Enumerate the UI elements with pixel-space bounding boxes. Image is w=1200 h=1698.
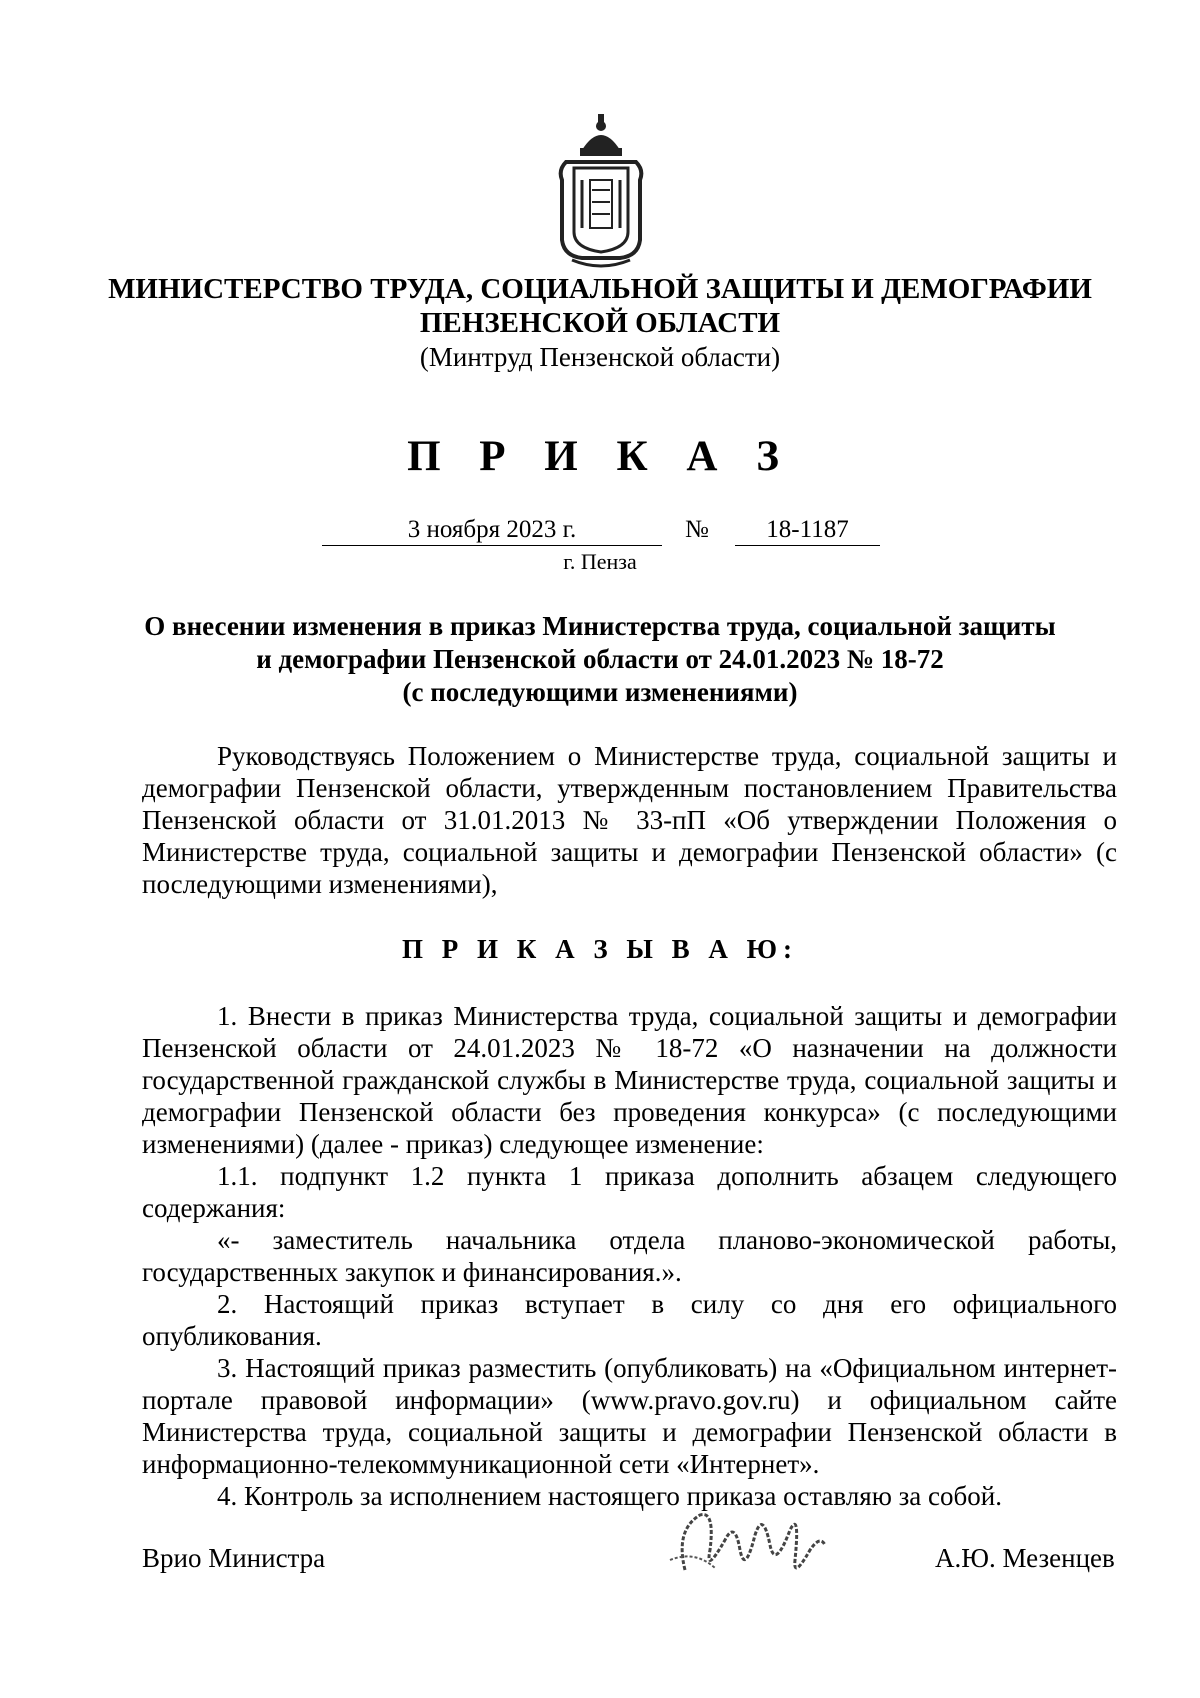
preamble bbox=[142, 740, 1117, 900]
subject-line3: (с последующими изменениями) bbox=[402, 677, 798, 707]
org-short-name: (Минтруд Пензенской области) bbox=[419, 342, 781, 372]
org-name-line1: МИНИСТЕРСТВО ТРУДА, СОЦИАЛЬНОЙ ЗАЩИТЫ И ДЕМОГРАФИИ bbox=[108, 273, 1092, 305]
order-city: г. Пенза bbox=[563, 549, 637, 574]
coat-of-arms-icon bbox=[552, 110, 650, 270]
order-item: «- заместитель начальника отдела планово-экономической работы, государственных закупок и финансирования.». bbox=[142, 1225, 1117, 1287]
signatory-position: Врио Министра bbox=[142, 1543, 326, 1573]
preamble-text: Руководствуясь Положением о Министерстве труда, социальной защиты и демографии Пензенской области, утвержденным постановлением Правительства Пензенской области от 31.01.2013 № 33-пП «Об утверждении Положения о Министерстве труда, социальной защиты и демографии Пензенской области» (с последующими изменениями), bbox=[142, 741, 1117, 899]
decree-heading: П Р И К А З Ы В А Ю: bbox=[402, 934, 798, 964]
order-item: 3. Настоящий приказ разместить (опубликовать) на «Официальном интернет-портале правовой информации» (www.pravo.gov.ru) и официальном сайте Министерства труда, социальной защиты и демографии Пензенской области в информационно-телекоммуникационной сети «Интернет». bbox=[142, 1353, 1117, 1479]
subject-line1: О внесении изменения в приказ Министерства труда, социальной защиты bbox=[144, 611, 1056, 641]
order-number: 18-1187 bbox=[735, 515, 880, 546]
order-items bbox=[142, 1000, 1117, 1512]
order-date: 3 ноября 2023 г. bbox=[322, 515, 662, 546]
signatory-name: А.Ю. Мезенцев bbox=[935, 1543, 1115, 1573]
order-item: 1.1. подпункт 1.2 пункта 1 приказа дополнить абзацем следующего содержания: bbox=[142, 1161, 1117, 1223]
subject-line2: и демографии Пензенской области от 24.01.2023 № 18-72 bbox=[256, 644, 944, 674]
number-sign: № bbox=[685, 516, 709, 543]
order-item: 2. Настоящий приказ вступает в силу со дня его официального опубликования. bbox=[142, 1289, 1117, 1351]
org-name-line2: ПЕНЗЕНСКОЙ ОБЛАСТИ bbox=[419, 307, 781, 339]
order-item: 1. Внести в приказ Министерства труда, социальной защиты и демографии Пензенской области от 24.01.2023 № 18-72 «О назначении на должности государственной гражданской службы в Министерстве труда, социальной защиты и демографии Пензенской области без проведения конкурса» (с последующими изменениями) (далее - приказ) следующее изменение: bbox=[142, 1001, 1117, 1159]
document-type-title: П Р И К А З bbox=[407, 433, 793, 480]
handwritten-signature bbox=[655, 1490, 830, 1590]
order-item: 4. Контроль за исполнением настоящего приказа оставляю за собой. bbox=[217, 1481, 1002, 1511]
